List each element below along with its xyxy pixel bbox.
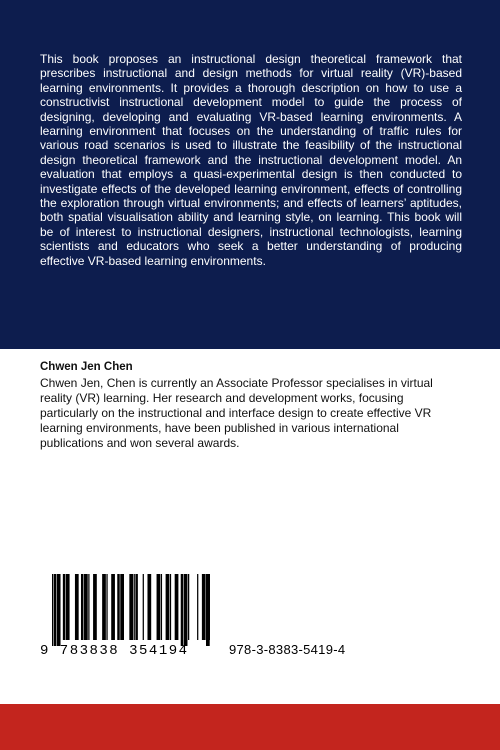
- barcode-bar: [66, 574, 70, 640]
- barcode-bar: [170, 574, 171, 640]
- barcode-bar: [106, 574, 107, 640]
- blurb-panel: [0, 0, 500, 349]
- barcode-bar: [57, 574, 61, 646]
- barcode-bar: [175, 574, 179, 640]
- barcode-bar: [111, 574, 115, 640]
- book-description: This book proposes an instructional design theoretical framework that prescribes instructional and design methods for virtual reality (VR)-based learning environments. It provides a thorough description on how to use a constructivist instructional development model to guide the process of designing, developing and evaluating VR-based learning environments. A learning environment that focuses on the understanding of traffic rules for various road scenarios is used to illustrate the feasibility of the instructional design theoretical framework and the instructional development model. An evaluation that employs a quasi-experimental design is then conducted to investigate effects of the developed learning environment, effects of controlling the exploration through virtual environments; and effects of learners’ aptitudes, both spatial visualisation ability and learning style, on learning. This book will be of interest to instructional designers, instructional technologists, learning scientists and educators who seek a better understanding of producing effective VR-based learning environments.: [40, 52, 462, 268]
- barcode-bar: [88, 574, 89, 640]
- barcode-bar: [120, 574, 124, 640]
- red-bottom-band: [0, 704, 500, 750]
- barcode: [40, 574, 210, 660]
- barcode-bar: [63, 574, 65, 640]
- barcode-bar: [161, 574, 162, 640]
- barcode-bar: [129, 574, 133, 640]
- author-section: [40, 360, 460, 451]
- barcode-bars: [40, 574, 210, 646]
- barcode-bar: [202, 574, 206, 640]
- barcode-bar: [188, 574, 189, 640]
- barcode-bar: [84, 574, 88, 640]
- barcode-bar: [143, 574, 144, 640]
- barcode-bar: [135, 574, 137, 640]
- barcode-bar: [52, 574, 53, 646]
- author-bio: Chwen Jen, Chen is currently an Associate Professor specialises in virtual reality (VR) learning. Her research and development works, focusing particularly on the instructional and interface design to create effective VR learning environments, have been published in various international publications and won several awards.: [40, 376, 433, 450]
- barcode-bar: [181, 574, 183, 646]
- barcode-bar: [184, 574, 188, 646]
- barcode-bar: [134, 574, 135, 640]
- barcode-bar: [206, 574, 208, 646]
- barcode-bar: [54, 574, 56, 646]
- barcode-bar: [93, 574, 97, 640]
- barcode-bar: [147, 574, 151, 640]
- ean-digits: 9 783838 354194: [40, 643, 189, 659]
- author-name: Chwen Jen Chen: [40, 361, 133, 373]
- barcode-bar: [102, 574, 106, 640]
- isbn-number: 978-3-8383-5419-4: [229, 642, 346, 657]
- barcode-bar: [75, 574, 79, 640]
- barcode-bar: [81, 574, 83, 640]
- barcode-bar: [117, 574, 119, 640]
- barcode-bar: [157, 574, 161, 640]
- barcode-bar: [197, 574, 198, 640]
- barcode-bar: [166, 574, 170, 640]
